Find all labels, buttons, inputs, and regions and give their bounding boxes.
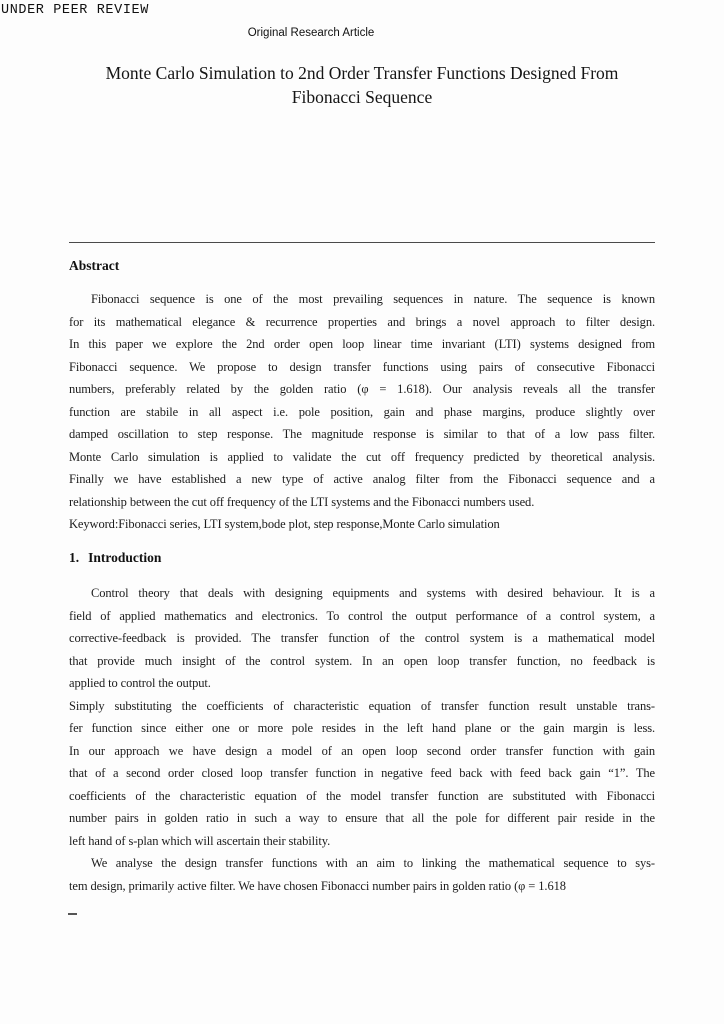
abstract-text-line: function are stabile in all aspect i.e. pole position, gain and phase margins, produce slightly over — [69, 404, 655, 419]
abstract-text-line: Monte Carlo simulation is applied to validate the cut off frequency predicted by theoretical analysis. — [69, 449, 655, 464]
introduction-text-line: fer function since either one or more pole resides in the left hand plane or the gain margin is less. — [69, 721, 655, 735]
abstract-heading: Abstract — [69, 258, 120, 273]
abstract-text-line: In this paper we explore the 2nd order open loop linear time invariant (LTI) systems designed from — [69, 337, 655, 351]
peer-review-watermark: UNDER PEER REVIEW — [1, 3, 149, 18]
introduction-text-line: In our approach we have design a model of an open loop second order transfer function with gain — [69, 743, 655, 758]
introduction-text-line: that provide much insight of the control system. In an open loop transfer function, no feedback is — [69, 653, 655, 668]
section-number: 1. — [69, 550, 80, 565]
abstract-text-line: for its mathematical elegance & recurrence properties and brings a novel approach to filter design. — [69, 314, 655, 329]
introduction-text-line: applied to control the output. — [69, 676, 211, 690]
divider-rule — [69, 242, 655, 243]
section-title: Introduction — [88, 550, 162, 565]
abstract-text-line: Fibonacci sequence. We propose to design transfer functions using pairs of consecutive Fibonacci — [69, 359, 655, 374]
introduction-heading — [69, 550, 161, 566]
introduction-text-line: left hand of s-plan which will ascertain their stability. — [69, 833, 331, 848]
abstract-text-line: Fibonacci sequence is one of the most prevailing sequences in nature. The sequence is known — [91, 292, 655, 306]
paper-title-line1: Monte Carlo Simulation to 2nd Order Transfer Functions Designed From — [105, 63, 619, 83]
introduction-text-line: coefficients of the characteristic equation of the model transfer function are substituted with Fibonacci — [69, 788, 655, 803]
paper-title-line2: Fibonacci Sequence — [291, 86, 433, 107]
introduction-text-line: that of a second order closed loop transfer function in negative feed back with feed back gain “1”. The — [69, 766, 655, 780]
footnote-dash — [68, 913, 77, 915]
introduction-text-line: tem design, primarily active filter. We have chosen Fibonacci number pairs in golden ratio (φ = 1.618 — [69, 878, 566, 893]
introduction-body — [69, 582, 655, 897]
introduction-text-line: Simply substituting the coefficients of characteristic equation of transfer function result unstable trans- — [69, 698, 655, 713]
introduction-text-line: field of applied mathematics and electronics. To control the output performance of a control system, a — [69, 608, 655, 623]
abstract-text-line: damped oscillation to step response. The magnitude response is similar to that of a low pass filter. — [69, 427, 655, 441]
article-type-label: Original Research Article — [247, 27, 375, 39]
abstract-body — [69, 288, 655, 513]
introduction-text-line: Control theory that deals with designing equipments and systems with desired behaviour. It is a — [91, 586, 655, 600]
introduction-text-line: We analyse the design transfer functions with an aim to linking the mathematical sequence to sys- — [91, 856, 655, 870]
abstract-text-line: numbers, preferably related by the golden ratio (φ = 1.618). Our analysis reveals all the transfer — [69, 382, 655, 396]
keywords-line: Keyword:Fibonacci series, LTI system,bode plot, step response,Monte Carlo simulation — [69, 517, 500, 531]
abstract-text-line: relationship between the cut off frequency of the LTI systems and the Fibonacci numbers used. — [69, 494, 535, 509]
abstract-text-line: Finally we have established a new type of active analog filter from the Fibonacci sequence and a — [69, 472, 655, 486]
introduction-text-line: corrective-feedback is provided. The transfer function of the control system is a mathematical model — [69, 631, 655, 645]
paper-title — [0, 62, 724, 109]
introduction-text-line: number pairs in golden ratio in such a way to ensure that all the pole for different pair reside in the — [69, 811, 655, 825]
